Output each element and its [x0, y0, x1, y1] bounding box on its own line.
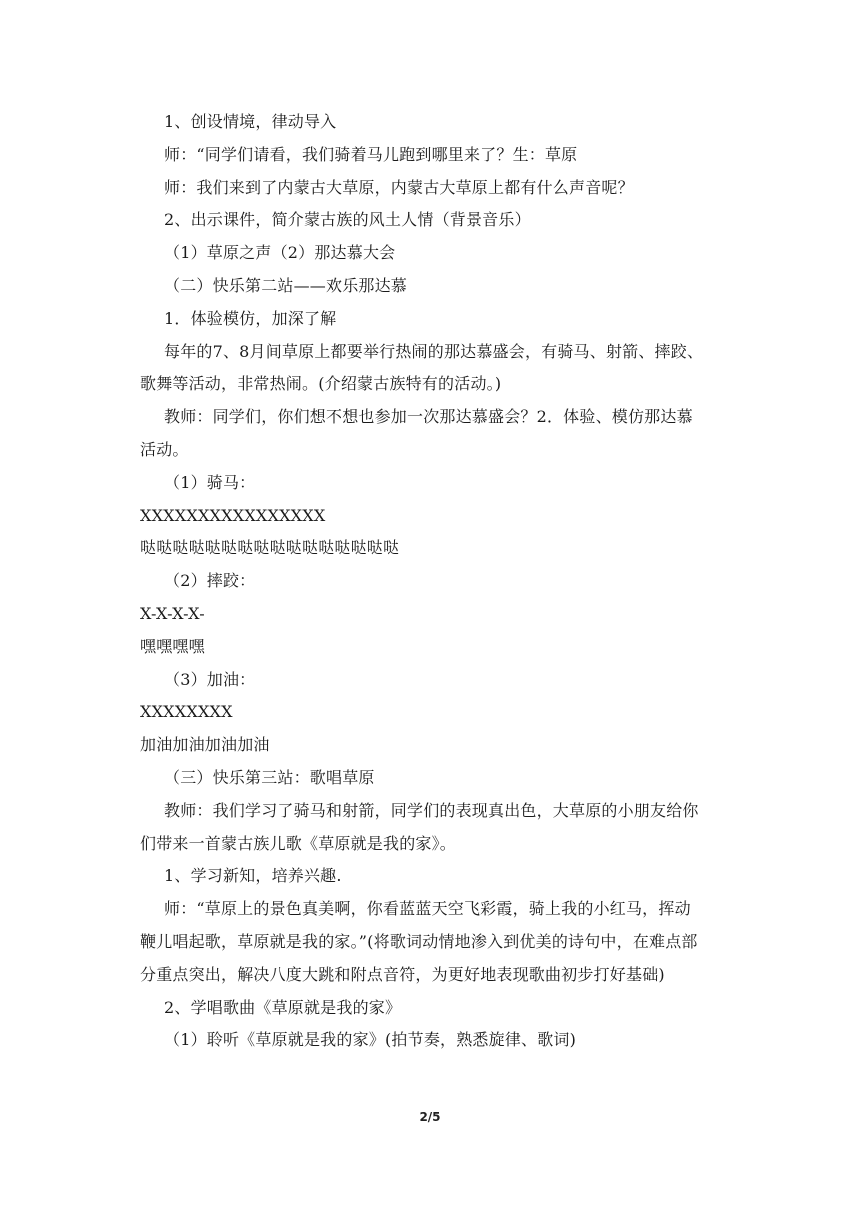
document-body [140, 106, 730, 1057]
paragraph-line: 师：“草原上的景色真美啊，你看蓝蓝天空飞彩霞，骑上我的小红马，挥动 [164, 899, 691, 919]
section-heading: 2、出示课件，简介蒙古族的风土人情（背景音乐） [164, 210, 531, 230]
paragraph-line: 们带来一首蒙古族儿歌《草原就是我的家》。 [140, 833, 457, 853]
section-heading: 1、创设情境，律动导入 [164, 112, 337, 131]
rhythm-notation: XXXXXXXXXXXXXXXX [140, 505, 326, 525]
section-heading: （二）快乐第二站——欢乐那达慕 [164, 275, 408, 295]
rhythm-lyrics: 嘿嘿嘿嘿 [140, 636, 205, 656]
section-heading: 1．体验模仿，加深了解 [164, 308, 337, 328]
rhythm-lyrics: 哒哒哒哒哒哒哒哒哒哒哒哒哒哒哒哒 [140, 538, 400, 558]
paragraph-line: 师：“同学们请看，我们骑着马儿跑到哪里来了？生：草原 [164, 144, 578, 164]
paragraph-line: （1）聆听《草原就是我的家》(拍节奏，熟悉旋律、歌词) [164, 1030, 577, 1050]
activity-label: （1）骑马： [164, 472, 256, 492]
paragraph-line: 教师：我们学习了骑马和射箭，同学们的表现真出色，大草原的小朋友给你 [164, 800, 699, 820]
rhythm-notation: XXXXXXXX [140, 702, 233, 722]
paragraph-line: 每年的7、8月间草原上都要举行热闹的那达慕盛会，有骑马、射箭、摔跤、 [164, 341, 704, 361]
rhythm-lyrics: 加油加油加油加油 [140, 735, 270, 755]
section-heading: （三）快乐第三站：歌唱草原 [164, 767, 375, 787]
paragraph-line: 鞭儿唱起歌，草原就是我的家。”(将歌词动情地渗入到优美的诗句中，在难点部 [140, 931, 698, 951]
paragraph-line: （1）草原之声（2）那达慕大会 [164, 243, 396, 263]
section-heading: 2、学唱歌曲《草原就是我的家》 [164, 997, 402, 1017]
paragraph-line: 师：我们来到了内蒙古大草原，内蒙古大草原上都有什么声音呢？ [164, 177, 634, 197]
activity-label: （2）摔跤： [164, 571, 256, 591]
page-number: 2/5 [419, 1110, 441, 1124]
section-heading: 1、学习新知，培养兴趣. [164, 866, 342, 886]
paragraph-line: 分重点突出，解决八度大跳和附点音符，为更好地表现歌曲初步打好基础) [140, 964, 665, 984]
paragraph-line: 活动。 [140, 439, 189, 459]
paragraph-line: 歌舞等活动，非常热闹。(介绍蒙古族特有的活动。) [140, 374, 502, 394]
rhythm-notation: X-X-X-X- [140, 603, 205, 623]
paragraph-line: 教师：同学们，你们想不想也参加一次那达慕盛会？2．体验、模仿那达慕 [164, 407, 693, 427]
activity-label: （3）加油： [164, 669, 256, 689]
